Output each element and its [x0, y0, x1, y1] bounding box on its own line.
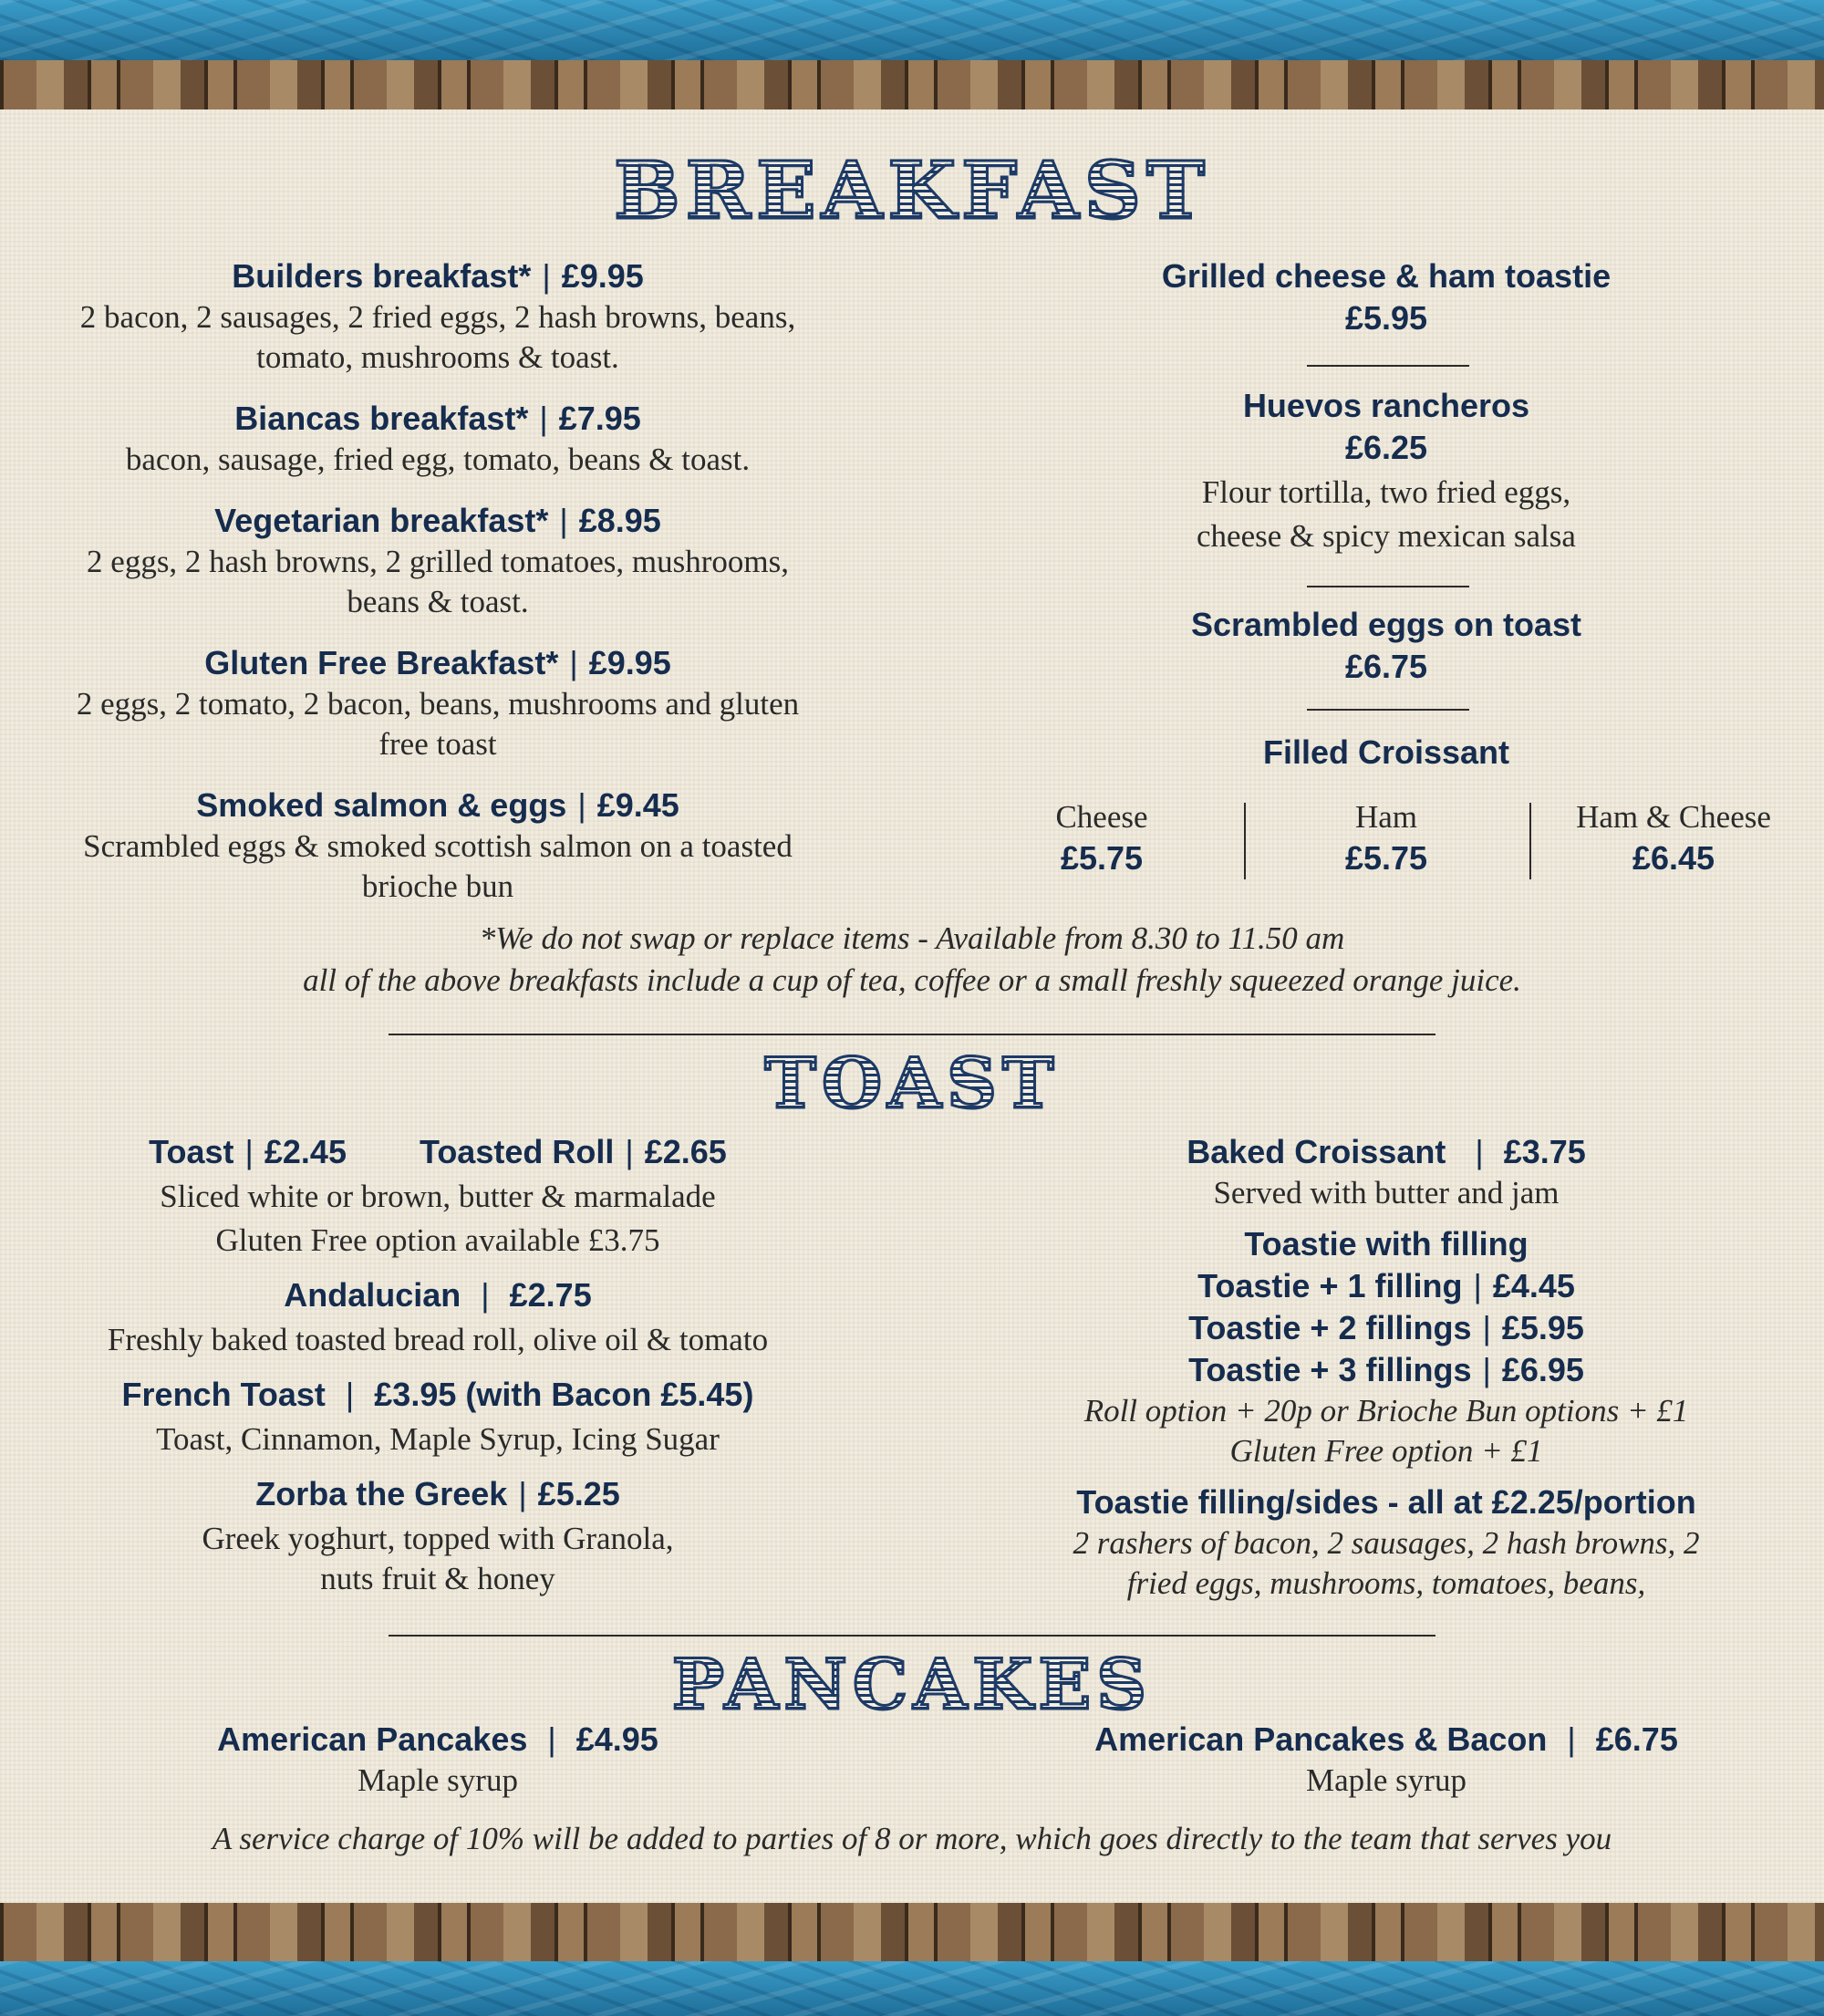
item-name: Zorba the Greek	[255, 1475, 508, 1512]
item-name: Scrambled eggs on toast	[1190, 606, 1582, 643]
wood-border-top	[0, 60, 1824, 109]
item-price: £4.95	[575, 1720, 658, 1758]
item-price: £6.75	[1344, 648, 1428, 685]
divider-vertical	[1244, 803, 1246, 879]
item-price: £9.95	[561, 257, 644, 295]
option-name: Ham	[1354, 799, 1418, 835]
item-price: £7.95	[558, 400, 641, 437]
item-name: Gluten Free Breakfast*	[204, 644, 559, 681]
item-name: Huevos rancheros	[1242, 387, 1530, 424]
item-price: £9.45	[596, 786, 679, 824]
item-price: £3.75	[1503, 1133, 1586, 1170]
item-price: £6.25	[1344, 429, 1428, 466]
croissant-option-cheese	[1003, 797, 1200, 879]
breakfast-note-availability: *We do not swap or replace items - Available from 8.30 to 11.50 am	[479, 920, 1345, 956]
item-price: £5.95	[1344, 299, 1428, 337]
option-price: £5.75	[1060, 839, 1144, 877]
item-desc: Gluten Free option available £3.75	[215, 1222, 660, 1258]
toastie-sides	[1003, 1481, 1769, 1604]
item-price: £2.45	[264, 1133, 347, 1170]
pancakes-heading: PANCAKES	[0, 1641, 1824, 1729]
item-desc: cheese & spicy mexican salsa	[1197, 518, 1576, 554]
menu-item-gluten-free: Gluten Free Breakfast* | £9.95 2 eggs, 2 tomato, 2 bacon, beans, mushrooms and gluten free toast	[0, 642, 876, 764]
toastie-option: Toastie + 3 fillings	[1188, 1351, 1472, 1388]
toastie-price: £5.95	[1501, 1309, 1584, 1346]
menu-item-vegetarian: Vegetarian breakfast* | £8.95 2 eggs, 2 hash browns, 2 grilled tomatoes, mushrooms, beans & toast.	[0, 500, 876, 622]
item-desc: bacon, sausage, fried egg, tomato, beans & toast.	[125, 442, 751, 477]
item-desc: Maple syrup	[1306, 1762, 1466, 1798]
item-desc: Served with butter and jam	[1213, 1175, 1560, 1211]
item-name: French Toast	[121, 1376, 326, 1413]
croissant-title: Filled Croissant	[1262, 733, 1510, 771]
menu-item-grilled-cheese	[1021, 255, 1751, 339]
item-desc: Freshly baked toasted bread roll, olive oil & tomato	[107, 1322, 769, 1357]
toast-heading: TOAST	[0, 1040, 1824, 1128]
item-desc: Flour tortilla, two fried eggs,	[1201, 474, 1571, 510]
menu-item-american-pancakes-bacon: American Pancakes & Bacon | £6.75 Maple syrup	[1021, 1719, 1751, 1801]
item-name: Biancas breakfast*	[234, 400, 529, 437]
croissant-option-ham-cheese	[1550, 797, 1797, 879]
section-divider	[389, 1635, 1435, 1637]
toastie-note: Gluten Free option + £1	[1229, 1433, 1543, 1469]
wood-border-bottom	[0, 1903, 1824, 1961]
item-name: Smoked salmon & eggs	[196, 786, 567, 824]
sides-title: Toastie filling/sides - all at £2.25/portion	[1076, 1483, 1696, 1521]
item-name: American Pancakes & Bacon	[1094, 1720, 1548, 1758]
item-desc: tomato, mushrooms & toast.	[256, 339, 619, 375]
toastie-option: Toastie + 1 filling	[1197, 1267, 1463, 1304]
menu-item-huevos	[1021, 385, 1751, 556]
item-price: £9.95	[588, 644, 671, 681]
item-name: Andalucian	[284, 1276, 461, 1314]
menu-item-andalucian: Andalucian | £2.75 Freshly baked toasted bread roll, olive oil & tomato	[0, 1274, 876, 1360]
menu-item-biancas: Biancas breakfast* | £7.95 bacon, sausage, fried egg, tomato, beans & toast.	[0, 398, 876, 480]
item-price: £8.95	[578, 502, 661, 539]
sides-desc: 2 rashers of bacon, 2 sausages, 2 hash browns, 2	[1073, 1525, 1700, 1561]
option-name: Cheese	[1055, 799, 1148, 835]
item-desc: Greek yoghurt, topped with Granola,	[202, 1521, 674, 1556]
item-name: Baked Croissant	[1187, 1133, 1446, 1170]
item-price: £2.75	[509, 1276, 592, 1314]
item-desc: Scrambled eggs & smoked scottish salmon on a toasted	[83, 828, 793, 864]
item-name: Toasted Roll	[420, 1133, 615, 1170]
item-desc: beans & toast.	[347, 584, 529, 619]
item-price: £3.95 (with Bacon £5.45)	[374, 1376, 754, 1413]
item-desc: free toast	[378, 726, 497, 762]
toastie-title: Toastie with filling	[1244, 1225, 1529, 1263]
section-divider	[389, 1034, 1435, 1035]
menu-item-french-toast: French Toast | £3.95 (with Bacon £5.45) Toast, Cinnamon, Maple Syrup, Icing Sugar	[0, 1374, 876, 1460]
water-border-top	[0, 0, 1824, 60]
option-price: £5.75	[1344, 839, 1428, 877]
item-name: Vegetarian breakfast*	[214, 502, 549, 539]
item-desc: nuts fruit & honey	[320, 1561, 555, 1596]
item-name: Grilled cheese & ham toastie	[1161, 257, 1612, 295]
item-price: £2.65	[644, 1133, 727, 1170]
menu-item-american-pancakes: American Pancakes | £4.95 Maple syrup	[0, 1719, 876, 1801]
service-charge-note: A service charge of 10% will be added to parties of 8 or more, which goes directly to the team that serves you	[212, 1821, 1612, 1856]
breakfast-heading: BREAKFAST	[0, 146, 1824, 237]
menu-item-scrambled-eggs	[1021, 604, 1751, 688]
menu-item-zorba: Zorba the Greek | £5.25 Greek yoghurt, topped with Granola, nuts fruit & honey	[0, 1473, 876, 1599]
water-border-bottom	[0, 1961, 1824, 2016]
item-price: £5.25	[537, 1475, 620, 1512]
menu-item-builders: Builders breakfast* | £9.95 2 bacon, 2 sausages, 2 fried eggs, 2 hash browns, beans, tomato, mushrooms & toast.	[0, 255, 876, 378]
option-price: £6.45	[1632, 839, 1715, 877]
toastie-note: Roll option + 20p or Brioche Bun options + £1	[1083, 1393, 1689, 1429]
divider-vertical	[1529, 803, 1531, 879]
sides-desc: fried eggs, mushrooms, tomatoes, beans,	[1126, 1565, 1646, 1601]
item-name: Toast	[149, 1133, 234, 1170]
divider	[1307, 586, 1469, 587]
item-desc: Maple syrup	[358, 1762, 518, 1798]
item-name: Builders breakfast*	[232, 257, 532, 295]
item-price: £6.75	[1595, 1720, 1678, 1758]
menu-item-baked-croissant: Baked Croissant | £3.75 Served with butter and jam	[1021, 1131, 1751, 1213]
item-name: American Pancakes	[217, 1720, 528, 1758]
toastie-price: £6.95	[1501, 1351, 1584, 1388]
item-desc: brioche bun	[361, 868, 514, 904]
menu-item-toast: Toast | £2.45 Toasted Roll | £2.65 Sliced white or brown, butter & marmalade Gluten Free option available £3.75	[0, 1131, 876, 1261]
toastie-option: Toastie + 2 fillings	[1188, 1309, 1472, 1346]
divider	[1307, 709, 1469, 711]
item-desc: 2 eggs, 2 tomato, 2 bacon, beans, mushrooms and gluten	[76, 686, 800, 722]
toastie-price: £4.45	[1492, 1267, 1575, 1304]
menu-item-smoked-salmon: Smoked salmon & eggs | £9.45 Scrambled eggs & smoked scottish salmon on a toasted brioche bun	[0, 785, 876, 907]
item-desc: 2 bacon, 2 sausages, 2 fried eggs, 2 hash browns, beans,	[79, 299, 796, 335]
item-desc: Sliced white or brown, butter & marmalade	[160, 1179, 716, 1214]
option-name: Ham & Cheese	[1576, 799, 1771, 835]
breakfast-note-drinks: all of the above breakfasts include a cup of tea, coffee or a small freshly squeezed orange juice.	[303, 962, 1521, 998]
croissant-option-ham	[1288, 797, 1485, 879]
item-desc: 2 eggs, 2 hash browns, 2 grilled tomatoes, mushrooms,	[87, 544, 789, 579]
toastie-section: Toastie with filling Toastie + 1 filling | £4.45 Toastie + 2 fillings | £5.95 Toastie + 3 fillings | £6.95 Roll option + 20p or Brioche Bun options + £1 Gluten Free option + £1	[1021, 1223, 1751, 1471]
item-desc: Toast, Cinnamon, Maple Syrup, Icing Sugar	[156, 1421, 720, 1457]
divider	[1307, 365, 1469, 367]
